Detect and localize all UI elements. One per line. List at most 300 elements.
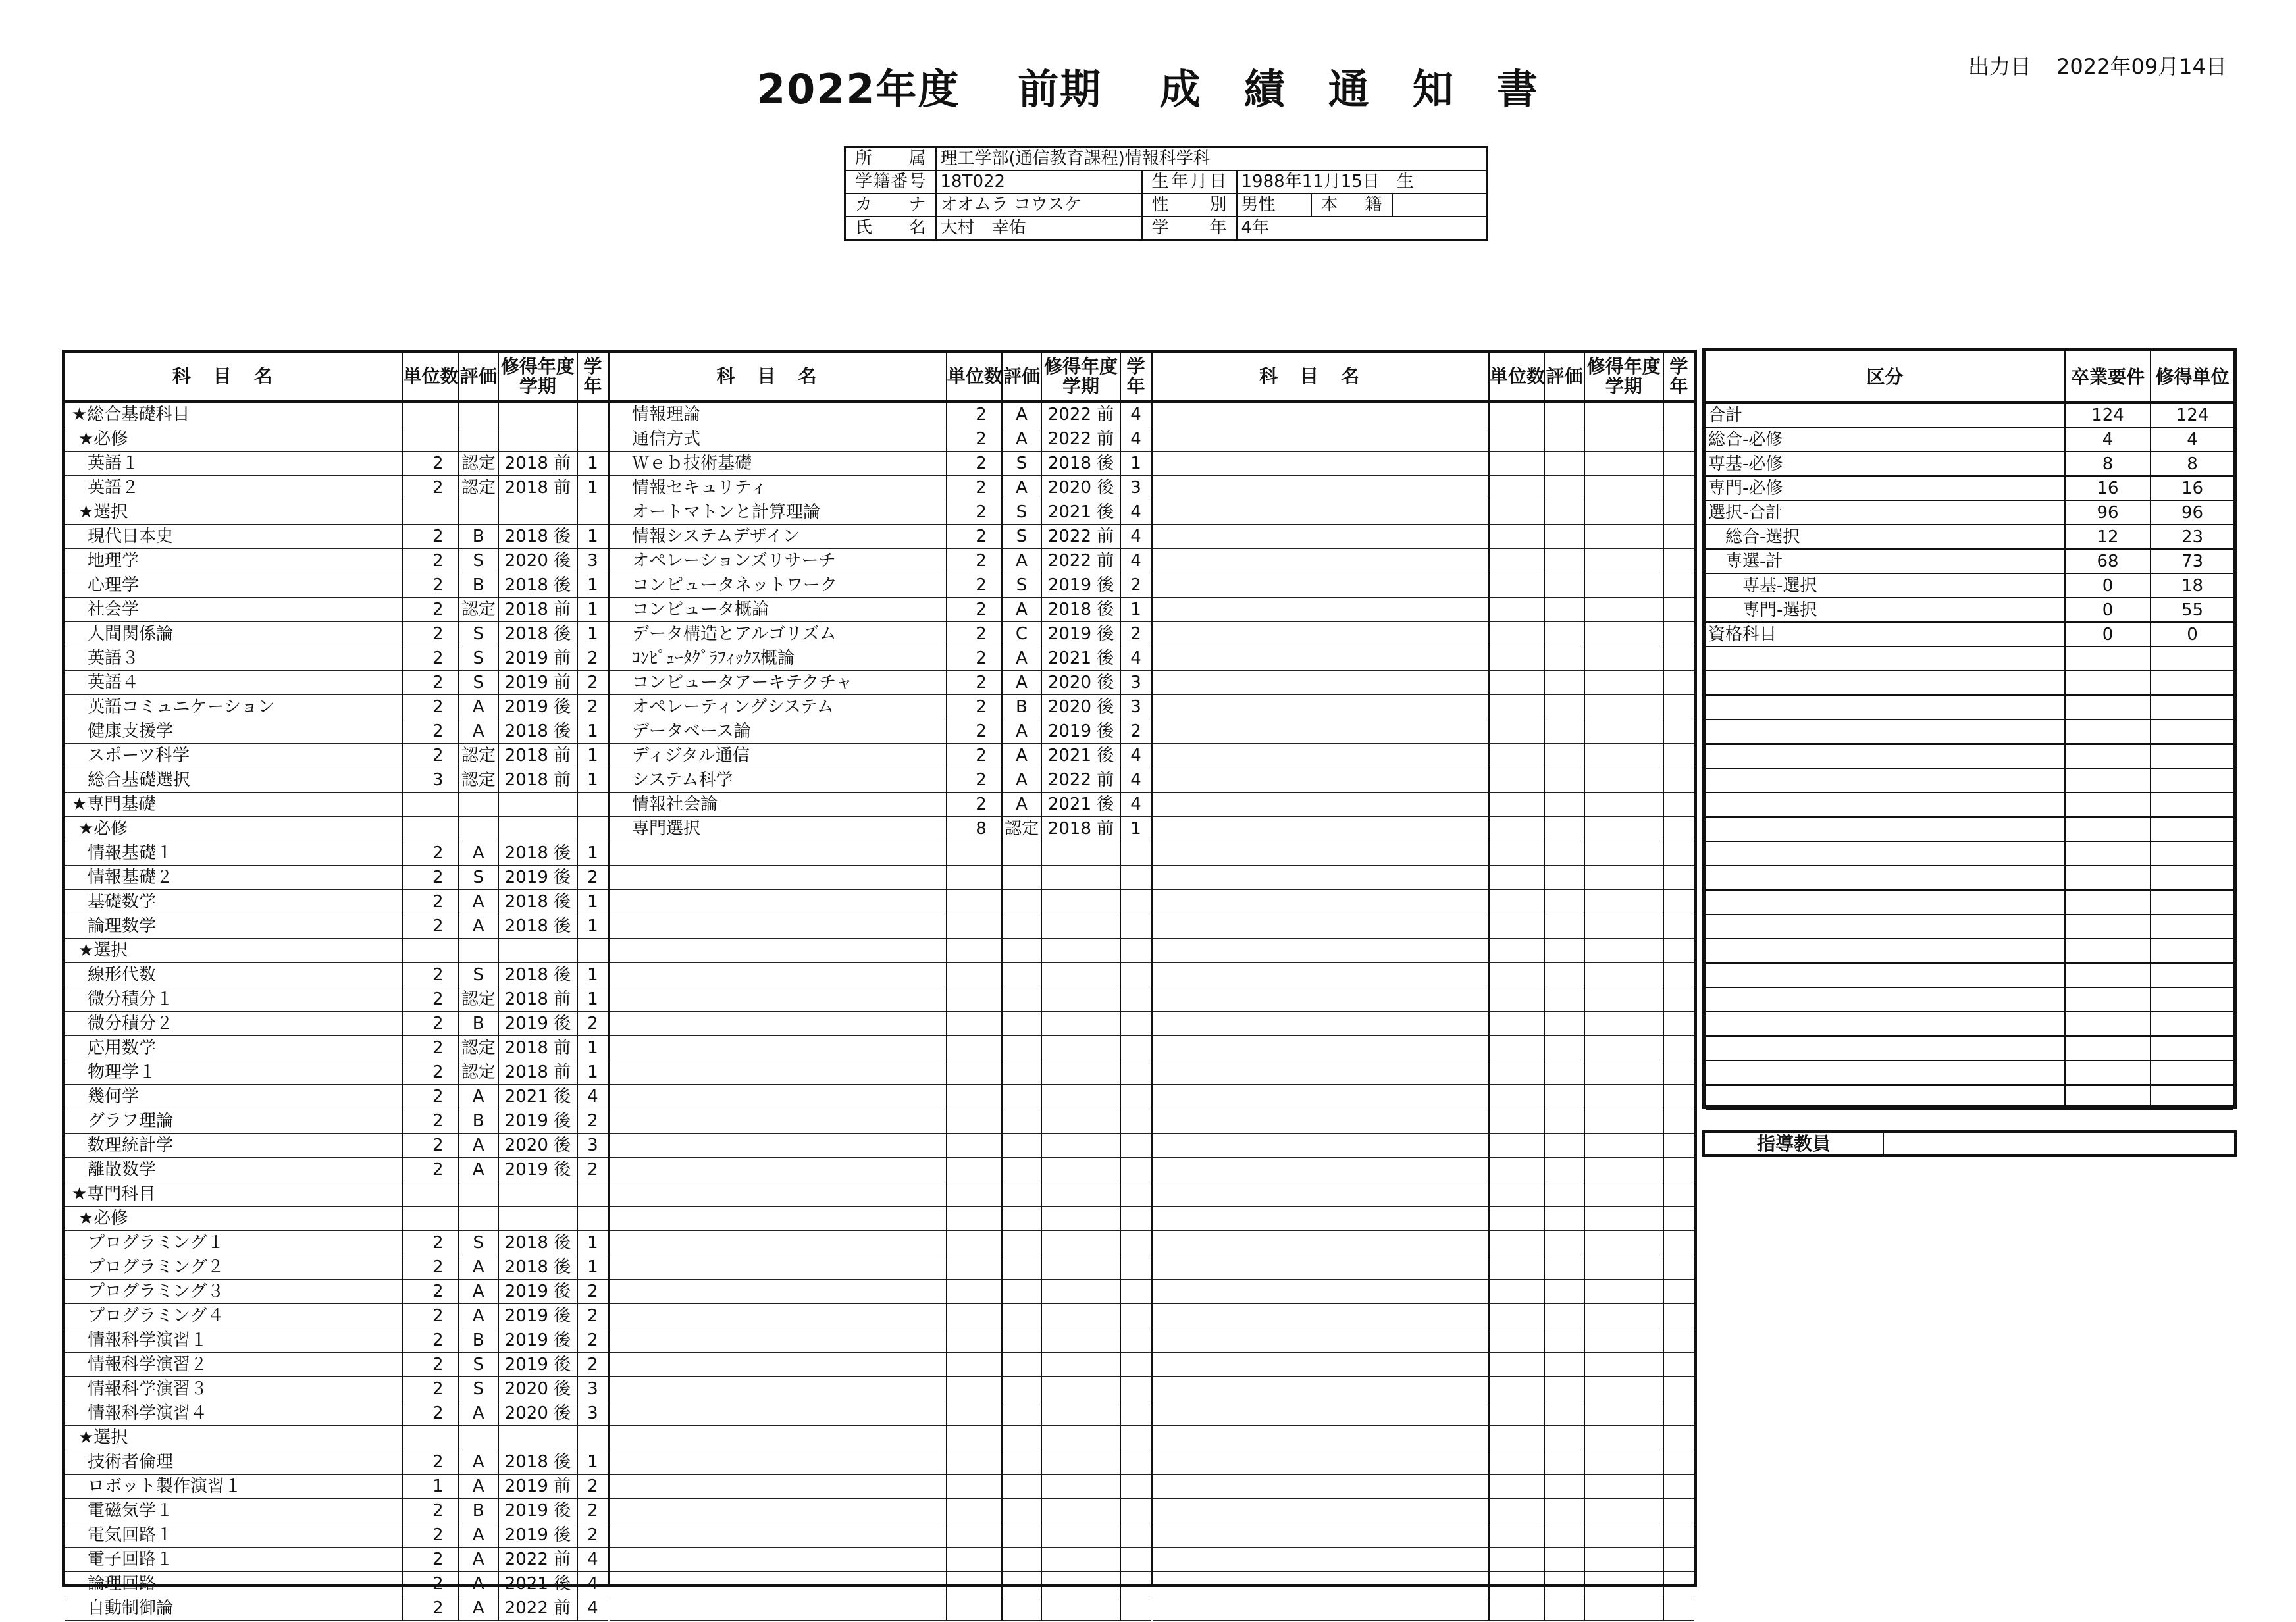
sex-value: 男性 bbox=[1237, 194, 1311, 217]
credits bbox=[1489, 1207, 1544, 1231]
subject-name bbox=[1153, 1499, 1489, 1523]
summary-row bbox=[1706, 671, 2233, 695]
subject-name bbox=[1153, 1036, 1489, 1060]
summary-required: 0 bbox=[2065, 598, 2151, 622]
subject-name bbox=[1153, 963, 1489, 987]
subject-name: ★必修 bbox=[65, 427, 402, 452]
table-row bbox=[1153, 573, 1694, 598]
term bbox=[1041, 1401, 1120, 1426]
term bbox=[1584, 1134, 1663, 1158]
grade bbox=[1544, 1060, 1584, 1085]
school-year: 1 bbox=[577, 987, 608, 1012]
grade bbox=[1544, 500, 1584, 525]
term: 2020 後 bbox=[1041, 695, 1120, 719]
subject-name bbox=[1153, 719, 1489, 744]
school-year bbox=[1663, 987, 1694, 1012]
credits bbox=[1489, 890, 1544, 914]
school-year bbox=[1663, 817, 1694, 841]
table-row bbox=[610, 914, 1151, 939]
grade: S bbox=[459, 646, 498, 671]
school-year bbox=[1663, 1182, 1694, 1207]
subject-name: ディジタル通信 bbox=[610, 744, 947, 768]
school-year bbox=[1663, 1523, 1694, 1548]
school-year bbox=[1120, 1012, 1151, 1036]
subject-name bbox=[610, 1450, 947, 1475]
subject-name bbox=[1153, 1231, 1489, 1255]
credits bbox=[1489, 1548, 1544, 1572]
grade bbox=[1002, 1255, 1041, 1280]
school-year bbox=[1120, 1548, 1151, 1572]
term: 2018 後 bbox=[498, 963, 577, 987]
grade: S bbox=[1002, 525, 1041, 549]
header-subject bbox=[65, 353, 402, 402]
term bbox=[1584, 598, 1663, 622]
table-row bbox=[1153, 719, 1694, 744]
school-year bbox=[1120, 1572, 1151, 1596]
table-row bbox=[65, 525, 608, 549]
term bbox=[1584, 573, 1663, 598]
term bbox=[1584, 622, 1663, 646]
table-row bbox=[65, 1255, 608, 1280]
grades-panel-1 bbox=[65, 353, 610, 1618]
term: 2018 前 bbox=[498, 987, 577, 1012]
table-row bbox=[65, 1280, 608, 1304]
birth-label: 生年月日 bbox=[1142, 170, 1237, 194]
grade bbox=[1544, 646, 1584, 671]
subject-name: ★選択 bbox=[65, 939, 402, 963]
school-year: 1 bbox=[577, 622, 608, 646]
subject-name: データ構造とアルゴリズム bbox=[610, 622, 947, 646]
table-row bbox=[610, 402, 1151, 427]
term bbox=[1041, 1548, 1120, 1572]
school-year bbox=[1120, 1377, 1151, 1401]
grade bbox=[1544, 1450, 1584, 1475]
school-year bbox=[577, 939, 608, 963]
school-year: 4 bbox=[1120, 646, 1151, 671]
grade: A bbox=[459, 1280, 498, 1304]
school-year bbox=[577, 793, 608, 817]
credits bbox=[947, 1085, 1002, 1109]
grade: A bbox=[459, 1158, 498, 1182]
subject-name bbox=[1153, 549, 1489, 573]
subject-name bbox=[1153, 914, 1489, 939]
school-year bbox=[1663, 841, 1694, 866]
subject-name: 情報理論 bbox=[610, 402, 947, 427]
subject-name bbox=[610, 1499, 947, 1523]
credits: 2 bbox=[402, 1499, 458, 1523]
term: 2019 前 bbox=[498, 1475, 577, 1499]
term: 2018 前 bbox=[498, 1060, 577, 1085]
header-grade: 評価 bbox=[1002, 353, 1041, 402]
school-year bbox=[1663, 793, 1694, 817]
school-year bbox=[1120, 914, 1151, 939]
subject-name bbox=[610, 1377, 947, 1401]
birth-value: 1988年11月15日 生 bbox=[1237, 170, 1488, 194]
header-year-bottom: 年 bbox=[1669, 375, 1688, 397]
term bbox=[1584, 1328, 1663, 1353]
subject-name: 情報科学演習１ bbox=[65, 1328, 402, 1353]
grade: A bbox=[459, 1596, 498, 1621]
grade bbox=[1544, 1426, 1584, 1450]
school-year: 1 bbox=[577, 598, 608, 622]
table-row bbox=[65, 1377, 608, 1401]
school-year: 4 bbox=[577, 1596, 608, 1621]
grade bbox=[1002, 1572, 1041, 1596]
school-year bbox=[1663, 744, 1694, 768]
subject-name: 総合基礎選択 bbox=[65, 768, 402, 793]
subject-name: 電子回路１ bbox=[65, 1548, 402, 1572]
school-year bbox=[1663, 719, 1694, 744]
summary-category: 選択-合計 bbox=[1706, 500, 2065, 525]
credits bbox=[947, 890, 1002, 914]
table-row bbox=[610, 1109, 1151, 1134]
term: 2021 後 bbox=[1041, 744, 1120, 768]
term: 2018 後 bbox=[498, 573, 577, 598]
school-year bbox=[577, 427, 608, 452]
grade bbox=[1002, 1401, 1041, 1426]
summary-required: 0 bbox=[2065, 622, 2151, 646]
credits bbox=[1489, 476, 1544, 500]
table-row bbox=[65, 1328, 608, 1353]
term: 2020 後 bbox=[1041, 671, 1120, 695]
grade: 認定 bbox=[459, 1036, 498, 1060]
term: 2022 前 bbox=[498, 1596, 577, 1621]
subject-name bbox=[1153, 452, 1489, 476]
subject-name bbox=[610, 1207, 947, 1231]
credits: 2 bbox=[947, 622, 1002, 646]
summary-category bbox=[1706, 646, 2065, 671]
credits bbox=[1489, 719, 1544, 744]
school-year bbox=[1663, 452, 1694, 476]
subject-name bbox=[610, 1401, 947, 1426]
summary-earned: 55 bbox=[2151, 598, 2233, 622]
school-year bbox=[1663, 1134, 1694, 1158]
grade bbox=[1544, 987, 1584, 1012]
summary-category bbox=[1706, 890, 2065, 914]
subject-name bbox=[610, 1596, 947, 1621]
table-row bbox=[610, 719, 1151, 744]
subject-name: 電気回路１ bbox=[65, 1523, 402, 1548]
school-year bbox=[1120, 1109, 1151, 1134]
credits: 2 bbox=[402, 1109, 458, 1134]
credits: 2 bbox=[402, 1304, 458, 1328]
summary-category bbox=[1706, 987, 2065, 1012]
subject-name bbox=[1153, 671, 1489, 695]
term bbox=[498, 793, 577, 817]
grade bbox=[1544, 817, 1584, 841]
summary-required: 68 bbox=[2065, 549, 2151, 573]
table-row bbox=[1153, 646, 1694, 671]
summary-row bbox=[1706, 549, 2233, 573]
credits bbox=[947, 1231, 1002, 1255]
credits bbox=[1489, 1304, 1544, 1328]
school-year: 3 bbox=[1120, 695, 1151, 719]
subject-name: プログラミング４ bbox=[65, 1304, 402, 1328]
grade bbox=[1002, 1012, 1041, 1036]
school-year bbox=[1663, 1450, 1694, 1475]
grade bbox=[1002, 1060, 1041, 1085]
subject-name: 英語コミュニケーション bbox=[65, 695, 402, 719]
school-year: 4 bbox=[1120, 525, 1151, 549]
credits bbox=[1489, 427, 1544, 452]
school-year: 2 bbox=[1120, 719, 1151, 744]
term bbox=[1584, 817, 1663, 841]
table-row bbox=[610, 573, 1151, 598]
credits: 2 bbox=[947, 500, 1002, 525]
subject-name: 通信方式 bbox=[610, 427, 947, 452]
table-row bbox=[610, 1353, 1151, 1377]
school-year: 1 bbox=[577, 719, 608, 744]
school-year bbox=[1663, 1280, 1694, 1304]
subject-name bbox=[610, 1231, 947, 1255]
grade: 認定 bbox=[459, 1060, 498, 1085]
subject-name: データベース論 bbox=[610, 719, 947, 744]
summary-category bbox=[1706, 695, 2065, 719]
credits: 2 bbox=[947, 427, 1002, 452]
term: 2019 後 bbox=[498, 1109, 577, 1134]
school-year: 1 bbox=[577, 963, 608, 987]
summary-row bbox=[1706, 500, 2233, 525]
subject-name: ★総合基礎科目 bbox=[65, 402, 402, 427]
subject-name: ★専門科目 bbox=[65, 1182, 402, 1207]
table-row bbox=[65, 622, 608, 646]
credits bbox=[947, 987, 1002, 1012]
summary-required bbox=[2065, 914, 2151, 939]
summary-category bbox=[1706, 914, 2065, 939]
table-row bbox=[65, 719, 608, 744]
school-year bbox=[1663, 1085, 1694, 1109]
school-year bbox=[1663, 573, 1694, 598]
domicile-value bbox=[1392, 194, 1488, 217]
grade: A bbox=[459, 1450, 498, 1475]
table-row bbox=[65, 573, 608, 598]
school-year: 2 bbox=[577, 1280, 608, 1304]
summary-required bbox=[2065, 890, 2151, 914]
advisor-box bbox=[1702, 1130, 2237, 1157]
table-row bbox=[65, 1450, 608, 1475]
table-row bbox=[65, 1158, 608, 1182]
grade bbox=[1544, 1012, 1584, 1036]
term bbox=[1041, 1377, 1120, 1401]
term: 2018 後 bbox=[498, 1255, 577, 1280]
school-year: 1 bbox=[577, 768, 608, 793]
term bbox=[1584, 1475, 1663, 1499]
credits bbox=[1489, 987, 1544, 1012]
table-row bbox=[610, 744, 1151, 768]
school-year bbox=[577, 500, 608, 525]
term bbox=[1041, 841, 1120, 866]
subject-name bbox=[610, 1036, 947, 1060]
table-row bbox=[610, 500, 1151, 525]
credits bbox=[402, 793, 458, 817]
term: 2020 後 bbox=[498, 1401, 577, 1426]
table-row bbox=[65, 1134, 608, 1158]
header-credits: 単位数 bbox=[1489, 353, 1544, 402]
grade bbox=[459, 939, 498, 963]
summary-row bbox=[1706, 646, 2233, 671]
school-year bbox=[1120, 1450, 1151, 1475]
term: 2018 後 bbox=[498, 525, 577, 549]
table-row bbox=[610, 1450, 1151, 1475]
term: 2022 前 bbox=[1041, 402, 1120, 427]
table-row bbox=[610, 1523, 1151, 1548]
subject-name: 情報科学演習４ bbox=[65, 1401, 402, 1426]
school-year bbox=[1663, 525, 1694, 549]
school-year bbox=[1120, 1231, 1151, 1255]
school-year: 4 bbox=[577, 1572, 608, 1596]
grade bbox=[1002, 1499, 1041, 1523]
grade: B bbox=[459, 1012, 498, 1036]
school-year: 2 bbox=[577, 1304, 608, 1328]
term bbox=[1584, 427, 1663, 452]
summary-earned: 4 bbox=[2151, 427, 2233, 452]
summary-required bbox=[2065, 646, 2151, 671]
grade bbox=[1002, 1280, 1041, 1304]
subject-name: 幾何学 bbox=[65, 1085, 402, 1109]
grade bbox=[1544, 914, 1584, 939]
credits: 8 bbox=[947, 817, 1002, 841]
grade bbox=[1544, 598, 1584, 622]
summary-earned bbox=[2151, 1060, 2233, 1085]
school-year: 1 bbox=[577, 1450, 608, 1475]
credits bbox=[1489, 1596, 1544, 1621]
grade bbox=[1002, 963, 1041, 987]
term bbox=[1041, 987, 1120, 1012]
subject-name: 技術者倫理 bbox=[65, 1450, 402, 1475]
table-row bbox=[65, 1036, 608, 1060]
subject-name: 現代日本史 bbox=[65, 525, 402, 549]
term bbox=[1584, 1060, 1663, 1085]
table-row bbox=[1153, 1158, 1694, 1182]
table-row bbox=[1153, 768, 1694, 793]
credits: 2 bbox=[402, 987, 458, 1012]
subject-name: オペレーティングシステム bbox=[610, 695, 947, 719]
table-row bbox=[610, 622, 1151, 646]
credits: 2 bbox=[947, 744, 1002, 768]
school-year bbox=[1663, 866, 1694, 890]
credits: 1 bbox=[402, 1475, 458, 1499]
school-year: 1 bbox=[577, 1036, 608, 1060]
grade: 認定 bbox=[459, 452, 498, 476]
grade: A bbox=[1002, 646, 1041, 671]
subject-name: ｺﾝﾋﾟｭｰﾀｸﾞﾗﾌｨｯｸｽ概論 bbox=[610, 646, 947, 671]
school-year bbox=[1120, 1523, 1151, 1548]
table-row bbox=[1153, 1353, 1694, 1377]
table-row bbox=[610, 671, 1151, 695]
subject-name: ★専門基礎 bbox=[65, 793, 402, 817]
credits: 2 bbox=[947, 525, 1002, 549]
term: 2019 後 bbox=[498, 1523, 577, 1548]
term: 2019 後 bbox=[498, 695, 577, 719]
grade: A bbox=[459, 914, 498, 939]
school-year bbox=[1120, 1182, 1151, 1207]
credits bbox=[1489, 1231, 1544, 1255]
subject-name: 英語１ bbox=[65, 452, 402, 476]
credits: 2 bbox=[402, 573, 458, 598]
subject-name: 応用数学 bbox=[65, 1036, 402, 1060]
credits bbox=[947, 1158, 1002, 1182]
subject-name bbox=[610, 866, 947, 890]
kana-value: オオムラ コウスケ bbox=[936, 194, 1142, 217]
summary-required: 0 bbox=[2065, 573, 2151, 598]
summary-required bbox=[2065, 866, 2151, 890]
grade bbox=[1002, 1158, 1041, 1182]
table-row bbox=[65, 500, 608, 525]
grade bbox=[1544, 476, 1584, 500]
summary-required bbox=[2065, 1036, 2151, 1060]
school-year bbox=[1663, 1304, 1694, 1328]
table-row bbox=[65, 963, 608, 987]
school-year bbox=[577, 1182, 608, 1207]
term bbox=[1584, 402, 1663, 427]
school-year bbox=[1663, 476, 1694, 500]
subject-name: コンピュータアーキテクチャ bbox=[610, 671, 947, 695]
credits bbox=[947, 1450, 1002, 1475]
term: 2022 前 bbox=[1041, 768, 1120, 793]
table-row bbox=[1153, 427, 1694, 452]
term bbox=[1041, 1499, 1120, 1523]
grade bbox=[1002, 890, 1041, 914]
term: 2018 前 bbox=[498, 598, 577, 622]
term: 2018 前 bbox=[498, 1036, 577, 1060]
grade: C bbox=[1002, 622, 1041, 646]
table-row bbox=[610, 1328, 1151, 1353]
student-info-table bbox=[844, 146, 1488, 241]
header-subject-label: 科目名 bbox=[172, 365, 295, 387]
summary-earned: 16 bbox=[2151, 476, 2233, 500]
school-year: 2 bbox=[577, 1353, 608, 1377]
grade bbox=[1544, 671, 1584, 695]
grade: A bbox=[459, 841, 498, 866]
header-term bbox=[1584, 353, 1663, 402]
school-year bbox=[1120, 1060, 1151, 1085]
header-year bbox=[1120, 353, 1151, 402]
table-row bbox=[610, 452, 1151, 476]
term: 2018 後 bbox=[498, 890, 577, 914]
summary-row bbox=[1706, 793, 2233, 817]
term bbox=[498, 1426, 577, 1450]
table-row bbox=[1153, 1231, 1694, 1255]
credits bbox=[1489, 1255, 1544, 1280]
grade bbox=[459, 500, 498, 525]
term bbox=[1041, 1182, 1120, 1207]
table-row bbox=[610, 1377, 1151, 1401]
term bbox=[1584, 549, 1663, 573]
grade bbox=[1544, 1572, 1584, 1596]
credits bbox=[947, 1548, 1002, 1572]
grade bbox=[1544, 1596, 1584, 1621]
subject-name bbox=[1153, 793, 1489, 817]
summary-category: 専基-選択 bbox=[1706, 573, 2065, 598]
subject-name bbox=[1153, 1207, 1489, 1231]
table-row bbox=[610, 890, 1151, 914]
year-label: 学年 bbox=[1142, 217, 1237, 240]
subject-name bbox=[1153, 768, 1489, 793]
term: 2018 前 bbox=[498, 452, 577, 476]
table-row bbox=[65, 671, 608, 695]
grade bbox=[1002, 987, 1041, 1012]
table-row bbox=[65, 841, 608, 866]
credits bbox=[947, 914, 1002, 939]
term: 2019 後 bbox=[1041, 622, 1120, 646]
subject-name bbox=[610, 1109, 947, 1134]
credits bbox=[402, 427, 458, 452]
grade: A bbox=[1002, 549, 1041, 573]
grade bbox=[1002, 1596, 1041, 1621]
school-year: 2 bbox=[577, 1475, 608, 1499]
subject-name: 自動制御論 bbox=[65, 1596, 402, 1621]
term bbox=[1584, 866, 1663, 890]
